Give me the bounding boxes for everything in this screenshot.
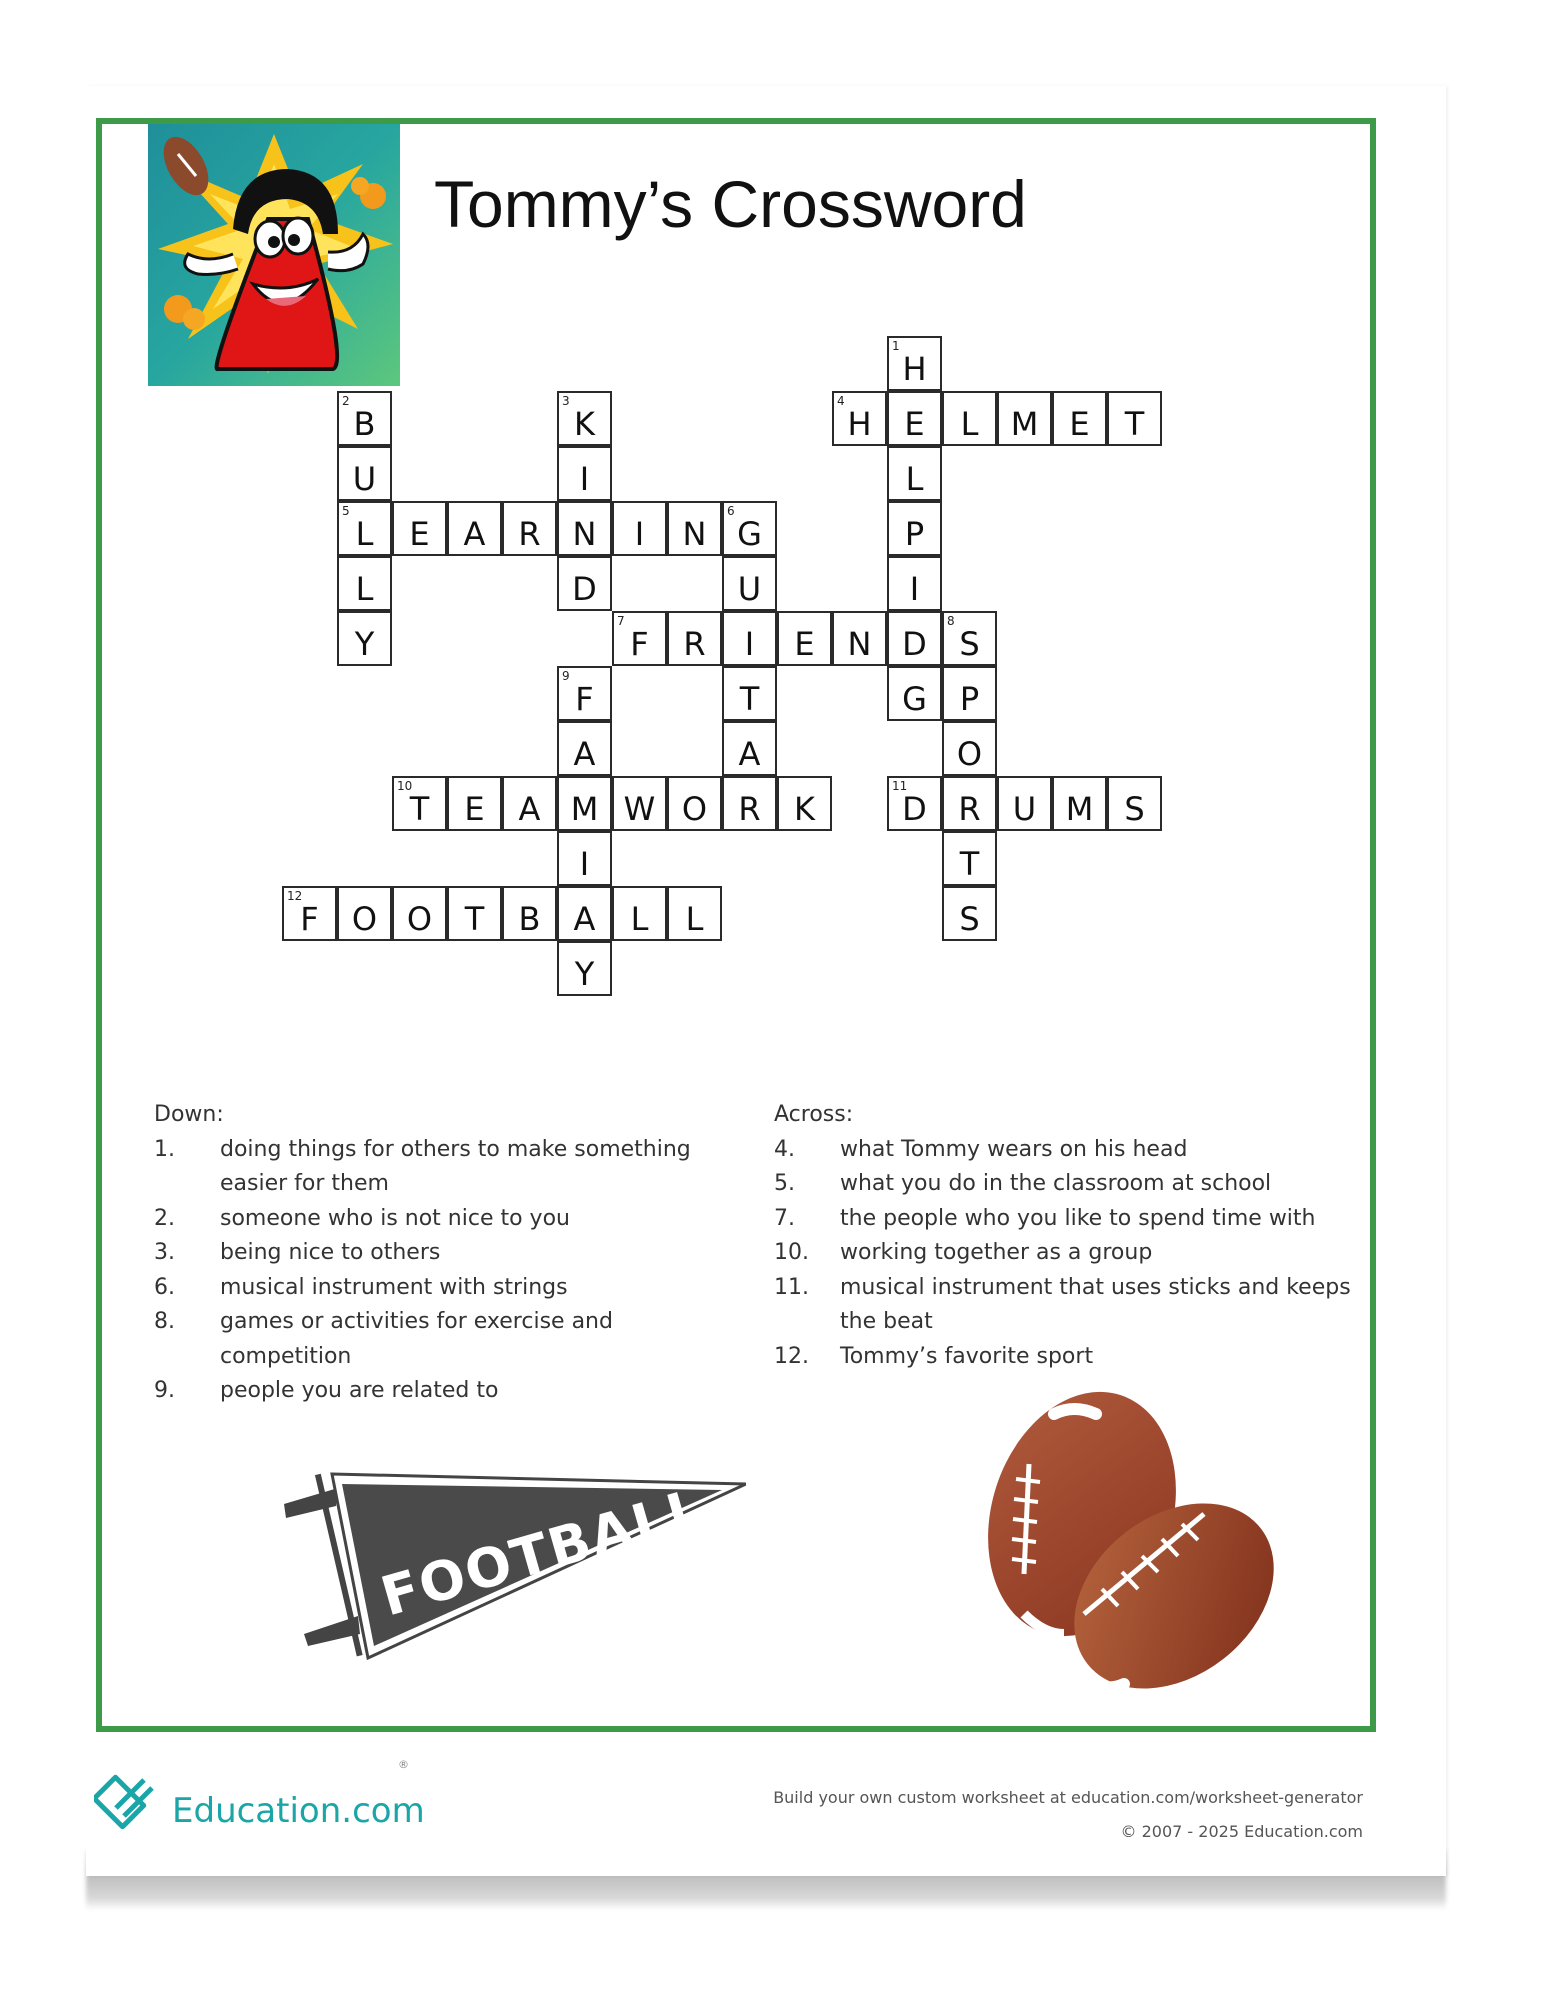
- cell-letter: F: [575, 680, 594, 718]
- clue-number: 7.: [774, 1205, 795, 1231]
- cell-letter: K: [574, 405, 595, 443]
- cell-letter: Y: [574, 955, 595, 993]
- clue-text: what Tommy wears on his head: [840, 1136, 1188, 1162]
- clue-text: musical instrument with strings: [220, 1274, 568, 1300]
- clue-text: Tommy’s favorite sport: [840, 1343, 1094, 1369]
- cell-letter: N: [572, 515, 597, 553]
- clue-number: 6.: [154, 1274, 175, 1300]
- cell-letter: O: [351, 900, 378, 938]
- cell-letter: E: [1069, 405, 1090, 443]
- clue-number: 10.: [774, 1240, 809, 1265]
- footer-build-link[interactable]: Build your own custom worksheet at education.com/worksheet-generator: [773, 1788, 1363, 1807]
- cell-letter: O: [681, 790, 708, 828]
- cell-number: 9: [562, 669, 570, 683]
- cell-letter: R: [518, 515, 541, 553]
- cell-letter: Y: [354, 625, 375, 663]
- pennant-text: FOOTBALL: [374, 1476, 712, 1629]
- cell-letter: A: [573, 900, 596, 938]
- clue-text: games or activities for exercise and competition: [220, 1309, 613, 1369]
- cell-letter: S: [959, 900, 980, 938]
- cell-letter: T: [1124, 405, 1145, 443]
- cell-number: 11: [892, 779, 908, 793]
- clue-number: 2.: [154, 1205, 175, 1231]
- cell-number: 7: [617, 614, 625, 628]
- cell-letter: L: [960, 405, 979, 443]
- cell-letter: A: [463, 515, 486, 553]
- cell-letter: O: [406, 900, 433, 938]
- cell-letter: L: [685, 900, 704, 938]
- mascot-illustration: [148, 124, 400, 386]
- cell-letter: H: [847, 405, 872, 443]
- cell-letter: T: [464, 900, 485, 938]
- cell-letter: I: [634, 515, 645, 553]
- cell-letter: L: [630, 900, 649, 938]
- cell-number: 3: [562, 394, 570, 408]
- cell-letter: I: [744, 625, 755, 663]
- cell-letter: G: [737, 515, 762, 553]
- clue-text: doing things for others to make something easier for them: [220, 1136, 691, 1196]
- clue-text: being nice to others: [220, 1240, 441, 1265]
- across-clue: [774, 1167, 1374, 1202]
- down-clue: [154, 1202, 714, 1237]
- down-clue: [154, 1133, 714, 1202]
- clue-text: working together as a group: [840, 1240, 1153, 1265]
- clue-number: 4.: [774, 1136, 795, 1162]
- clue-number: 9.: [154, 1378, 175, 1403]
- cell-letter: E: [409, 515, 430, 553]
- cell-letter: M: [1010, 405, 1039, 443]
- cell-letter: S: [1124, 790, 1145, 828]
- cell-letter: U: [352, 460, 377, 498]
- across-clue: [774, 1133, 1374, 1168]
- brand-name: Education.com: [172, 1791, 425, 1831]
- cell-letter: M: [1065, 790, 1094, 828]
- clue-number: 12.: [774, 1343, 809, 1369]
- cell-letter: T: [739, 680, 760, 718]
- down-heading: Down:: [154, 1102, 224, 1127]
- cell-letter: S: [959, 625, 980, 663]
- cell-letter: E: [464, 790, 485, 828]
- across-clues: [774, 1098, 1374, 1374]
- cell-number: 5: [342, 504, 350, 518]
- cell-letter: A: [518, 790, 541, 828]
- cell-letter: P: [959, 680, 980, 718]
- clue-number: 3.: [154, 1240, 175, 1265]
- cell-letter: R: [683, 625, 706, 663]
- cell-number: 8: [947, 614, 955, 628]
- cell-letter: P: [904, 515, 925, 553]
- cell-letter: N: [682, 515, 707, 553]
- down-clue: [154, 1271, 714, 1306]
- cell-letter: L: [355, 570, 374, 608]
- page-title: Tommy’s Crossword: [434, 167, 1027, 241]
- clue-number: 5.: [774, 1171, 795, 1196]
- football-pennant-illustration: [276, 1466, 746, 1666]
- registered-mark: ®: [398, 1758, 409, 1771]
- cell-letter: K: [794, 790, 815, 828]
- cell-number: 1: [892, 339, 900, 353]
- cell-letter: T: [959, 845, 980, 883]
- footballs-illustration: [984, 1384, 1286, 1714]
- cell-letter: H: [902, 350, 927, 388]
- cell-letter: R: [738, 790, 761, 828]
- cell-letter: N: [847, 625, 872, 663]
- cell-number: 4: [837, 394, 845, 408]
- clue-text: what you do in the classroom at school: [840, 1171, 1272, 1196]
- clue-text: musical instrument that uses sticks and keeps the beat: [840, 1274, 1351, 1334]
- cell-letter: F: [300, 900, 319, 938]
- cell-letter: I: [579, 845, 590, 883]
- clue-text: the people who you like to spend time with: [840, 1205, 1316, 1231]
- cell-letter: R: [958, 790, 981, 828]
- cell-number: 2: [342, 394, 350, 408]
- cell-letter: E: [904, 405, 925, 443]
- down-clue: [154, 1305, 714, 1374]
- cell-number: 6: [727, 504, 735, 518]
- cell-letter: F: [630, 625, 649, 663]
- cell-number: 10: [397, 779, 413, 793]
- cell-letter: O: [956, 735, 983, 773]
- across-clue: [774, 1236, 1374, 1271]
- cell-letter: E: [794, 625, 815, 663]
- down-clue: [154, 1236, 714, 1271]
- clue-number: 1.: [154, 1136, 175, 1162]
- down-clues: [154, 1098, 714, 1409]
- cell-letter: W: [623, 790, 656, 828]
- cell-letter: A: [738, 735, 761, 773]
- cell-number: 12: [287, 889, 303, 903]
- cell-letter: A: [573, 735, 596, 773]
- cell-letter: T: [409, 790, 430, 828]
- across-clue: [774, 1202, 1374, 1237]
- cell-letter: B: [353, 405, 376, 443]
- clue-number: 11.: [774, 1274, 809, 1300]
- across-heading: Across:: [774, 1102, 854, 1127]
- clue-text: people you are related to: [220, 1378, 499, 1403]
- cell-letter: G: [902, 680, 927, 718]
- clue-number: 8.: [154, 1309, 175, 1334]
- cell-letter: D: [902, 625, 927, 663]
- cell-letter: I: [579, 460, 590, 498]
- cell-letter: M: [570, 790, 599, 828]
- cell-letter: U: [1012, 790, 1037, 828]
- cell-letter: D: [902, 790, 927, 828]
- cell-letter: L: [905, 460, 924, 498]
- cell-letter: D: [572, 570, 597, 608]
- cell-letter: L: [355, 515, 374, 553]
- cell-letter: U: [737, 570, 762, 608]
- clue-text: someone who is not nice to you: [220, 1205, 570, 1231]
- cell-letter: I: [909, 570, 920, 608]
- footer-copyright: © 2007 - 2025 Education.com: [1120, 1822, 1363, 1841]
- cell-letter: B: [518, 900, 541, 938]
- down-clue: [154, 1374, 714, 1409]
- across-clue: [774, 1340, 1374, 1375]
- across-clue: [774, 1271, 1374, 1340]
